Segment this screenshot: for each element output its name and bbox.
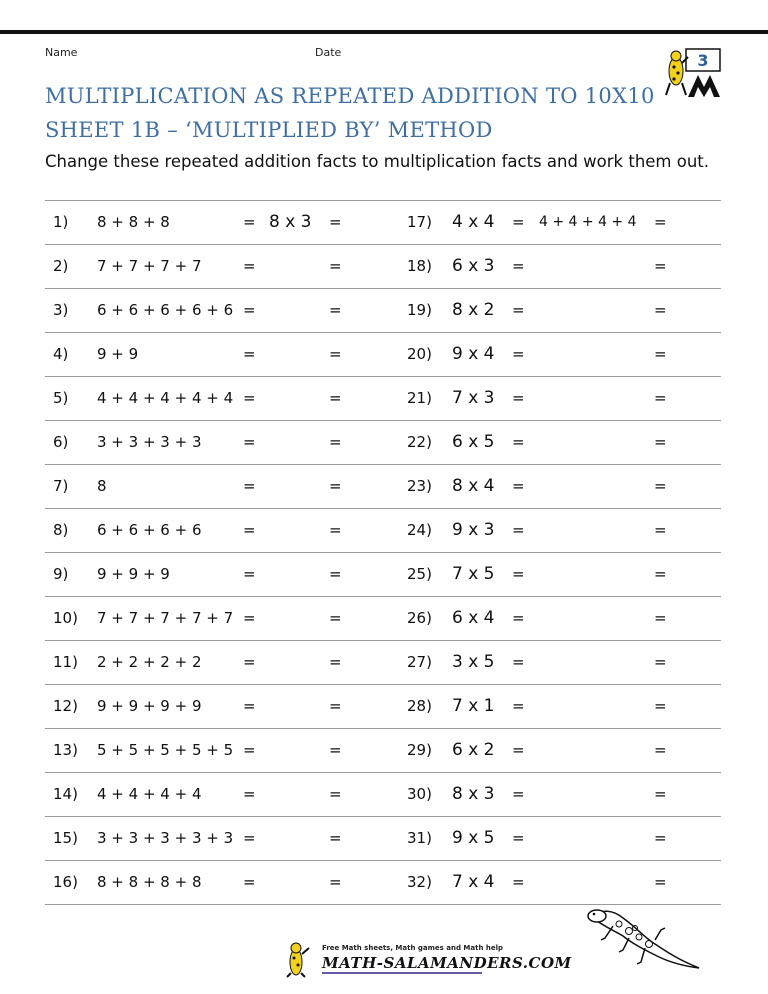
equals-sign: = <box>243 697 256 715</box>
equals-sign: = <box>243 389 256 407</box>
addition-expression: 5 + 5 + 5 + 5 + 5 <box>97 741 234 759</box>
problem-number: 3) <box>53 301 69 319</box>
equals-sign: = <box>329 829 342 847</box>
problem-number: 21) <box>407 389 432 407</box>
equals-sign: = <box>512 785 525 803</box>
multiplication-expression: 9 x 5 <box>452 828 495 848</box>
equals-sign: = <box>654 389 667 407</box>
problem-number: 19) <box>407 301 432 319</box>
addition-expression: 3 + 3 + 3 + 3 + 3 <box>97 829 234 847</box>
date-label: Date <box>315 46 342 59</box>
multiplication-answer: 8 x 3 <box>269 212 312 232</box>
multiplication-expression: 8 x 4 <box>452 476 495 496</box>
addition-expression: 8 <box>97 477 107 495</box>
equals-sign: = <box>329 873 342 891</box>
equals-sign: = <box>512 609 525 627</box>
equals-sign: = <box>243 829 256 847</box>
problem-row <box>45 200 721 244</box>
equals-sign: = <box>329 257 342 275</box>
multiplication-expression: 7 x 5 <box>452 564 495 584</box>
multiplication-expression: 6 x 4 <box>452 608 495 628</box>
multiplication-expression: 8 x 3 <box>452 784 495 804</box>
problem-table <box>45 200 721 905</box>
multiplication-expression: 9 x 3 <box>452 520 495 540</box>
problem-row <box>45 332 721 376</box>
problem-row <box>45 244 721 288</box>
addition-expression: 6 + 6 + 6 + 6 <box>97 521 202 539</box>
addition-expression: 6 + 6 + 6 + 6 + 6 <box>97 301 234 319</box>
problem-row <box>45 420 721 464</box>
addition-expression: 9 + 9 <box>97 345 139 363</box>
problem-number: 27) <box>407 653 432 671</box>
equals-sign: = <box>329 477 342 495</box>
problem-number: 23) <box>407 477 432 495</box>
problem-row <box>45 464 721 508</box>
problem-number: 4) <box>53 345 69 363</box>
equals-sign: = <box>512 741 525 759</box>
equals-sign: = <box>329 565 342 583</box>
problem-number: 22) <box>407 433 432 451</box>
equals-sign: = <box>512 345 525 363</box>
problem-number: 16) <box>53 873 78 891</box>
equals-sign: = <box>654 433 667 451</box>
multiplication-expression: 6 x 3 <box>452 256 495 276</box>
equals-sign: = <box>243 609 256 627</box>
equals-sign: = <box>512 301 525 319</box>
equals-sign: = <box>654 829 667 847</box>
multiplication-expression: 7 x 4 <box>452 872 495 892</box>
equals-sign: = <box>243 653 256 671</box>
problem-row <box>45 728 721 772</box>
problem-number: 13) <box>53 741 78 759</box>
addition-expression: 7 + 7 + 7 + 7 + 7 <box>97 609 234 627</box>
addition-expression: 4 + 4 + 4 + 4 + 4 <box>97 389 234 407</box>
equals-sign: = <box>512 565 525 583</box>
problem-row <box>45 376 721 420</box>
equals-sign: = <box>329 389 342 407</box>
problem-row <box>45 816 721 860</box>
equals-sign: = <box>329 521 342 539</box>
problem-row <box>45 772 721 816</box>
addition-expression: 9 + 9 + 9 <box>97 565 170 583</box>
equals-sign: = <box>243 565 256 583</box>
equals-sign: = <box>329 433 342 451</box>
equals-sign: = <box>512 257 525 275</box>
equals-sign: = <box>512 653 525 671</box>
problem-number: 28) <box>407 697 432 715</box>
footer-underline <box>322 972 482 974</box>
equals-sign: = <box>654 477 667 495</box>
equals-sign: = <box>243 477 256 495</box>
addition-expression: 4 + 4 + 4 + 4 <box>97 785 202 803</box>
problem-number: 1) <box>53 213 69 231</box>
equals-sign: = <box>329 785 342 803</box>
equals-sign: = <box>512 389 525 407</box>
problem-number: 32) <box>407 873 432 891</box>
multiplication-expression: 3 x 5 <box>452 652 495 672</box>
problem-row <box>45 640 721 684</box>
problem-number: 9) <box>53 565 69 583</box>
problem-number: 31) <box>407 829 432 847</box>
problem-number: 15) <box>53 829 78 847</box>
problem-number: 5) <box>53 389 69 407</box>
top-rule <box>0 30 768 34</box>
equals-sign: = <box>654 873 667 891</box>
multiplication-expression: 8 x 2 <box>452 300 495 320</box>
equals-sign: = <box>329 653 342 671</box>
problem-row <box>45 508 721 552</box>
grade-3-logo <box>662 47 724 99</box>
problem-number: 18) <box>407 257 432 275</box>
grade-number: 3 <box>697 51 709 70</box>
equals-sign: = <box>243 741 256 759</box>
equals-sign: = <box>329 301 342 319</box>
problem-number: 17) <box>407 213 432 231</box>
equals-sign: = <box>512 477 525 495</box>
equals-sign: = <box>329 741 342 759</box>
equals-sign: = <box>329 213 342 231</box>
equals-sign: = <box>243 213 256 231</box>
problem-number: 20) <box>407 345 432 363</box>
worksheet-subtitle: SHEET 1B – ‘MULTIPLIED BY’ METHOD <box>45 118 493 142</box>
equals-sign: = <box>654 213 667 231</box>
addition-expression: 8 + 8 + 8 + 8 <box>97 873 202 891</box>
problem-row <box>45 596 721 640</box>
addition-expression: 9 + 9 + 9 + 9 <box>97 697 202 715</box>
problem-number: 2) <box>53 257 69 275</box>
equals-sign: = <box>243 785 256 803</box>
equals-sign: = <box>243 345 256 363</box>
equals-sign: = <box>512 213 525 231</box>
equals-sign: = <box>512 433 525 451</box>
worksheet-title: MULTIPLICATION AS REPEATED ADDITION TO 10X10 <box>45 84 655 108</box>
equals-sign: = <box>654 565 667 583</box>
multiplication-expression: 7 x 1 <box>452 696 495 716</box>
problem-row <box>45 288 721 332</box>
equals-sign: = <box>243 521 256 539</box>
equals-sign: = <box>654 697 667 715</box>
addition-expression: 8 + 8 + 8 <box>97 213 170 231</box>
equals-sign: = <box>243 433 256 451</box>
equals-sign: = <box>654 741 667 759</box>
equals-sign: = <box>654 257 667 275</box>
multiplication-expression: 6 x 5 <box>452 432 495 452</box>
equals-sign: = <box>243 301 256 319</box>
problem-number: 10) <box>53 609 78 627</box>
equals-sign: = <box>243 257 256 275</box>
problem-row <box>45 684 721 728</box>
equals-sign: = <box>654 785 667 803</box>
equals-sign: = <box>654 609 667 627</box>
problem-number: 7) <box>53 477 69 495</box>
problem-number: 26) <box>407 609 432 627</box>
equals-sign: = <box>654 301 667 319</box>
equals-sign: = <box>512 521 525 539</box>
problem-number: 6) <box>53 433 69 451</box>
equals-sign: = <box>654 345 667 363</box>
addition-answer: 4 + 4 + 4 + 4 <box>539 214 637 230</box>
multiplication-expression: 6 x 2 <box>452 740 495 760</box>
equals-sign: = <box>654 653 667 671</box>
problem-row <box>45 552 721 596</box>
equals-sign: = <box>512 697 525 715</box>
addition-expression: 2 + 2 + 2 + 2 <box>97 653 202 671</box>
multiplication-expression: 4 x 4 <box>452 212 495 232</box>
equals-sign: = <box>243 873 256 891</box>
problem-number: 24) <box>407 521 432 539</box>
problem-number: 12) <box>53 697 78 715</box>
equals-sign: = <box>654 521 667 539</box>
footer-tagline: Free Math sheets, Math games and Math help <box>322 944 504 952</box>
problem-number: 8) <box>53 521 69 539</box>
problem-number: 25) <box>407 565 432 583</box>
multiplication-expression: 9 x 4 <box>452 344 495 364</box>
problem-row <box>45 860 721 905</box>
equals-sign: = <box>329 345 342 363</box>
addition-expression: 3 + 3 + 3 + 3 <box>97 433 202 451</box>
equals-sign: = <box>329 609 342 627</box>
multiplication-expression: 7 x 3 <box>452 388 495 408</box>
problem-number: 30) <box>407 785 432 803</box>
footer-brand: MATH-SALAMANDERS.COM <box>322 954 572 972</box>
addition-expression: 7 + 7 + 7 + 7 <box>97 257 202 275</box>
equals-sign: = <box>512 829 525 847</box>
problem-number: 14) <box>53 785 78 803</box>
problem-number: 29) <box>407 741 432 759</box>
problem-number: 11) <box>53 653 78 671</box>
instructions: Change these repeated addition facts to multiplication facts and work them out. <box>45 152 710 171</box>
name-label: Name <box>45 46 78 59</box>
salamander-icon <box>583 904 703 976</box>
equals-sign: = <box>512 873 525 891</box>
equals-sign: = <box>329 697 342 715</box>
